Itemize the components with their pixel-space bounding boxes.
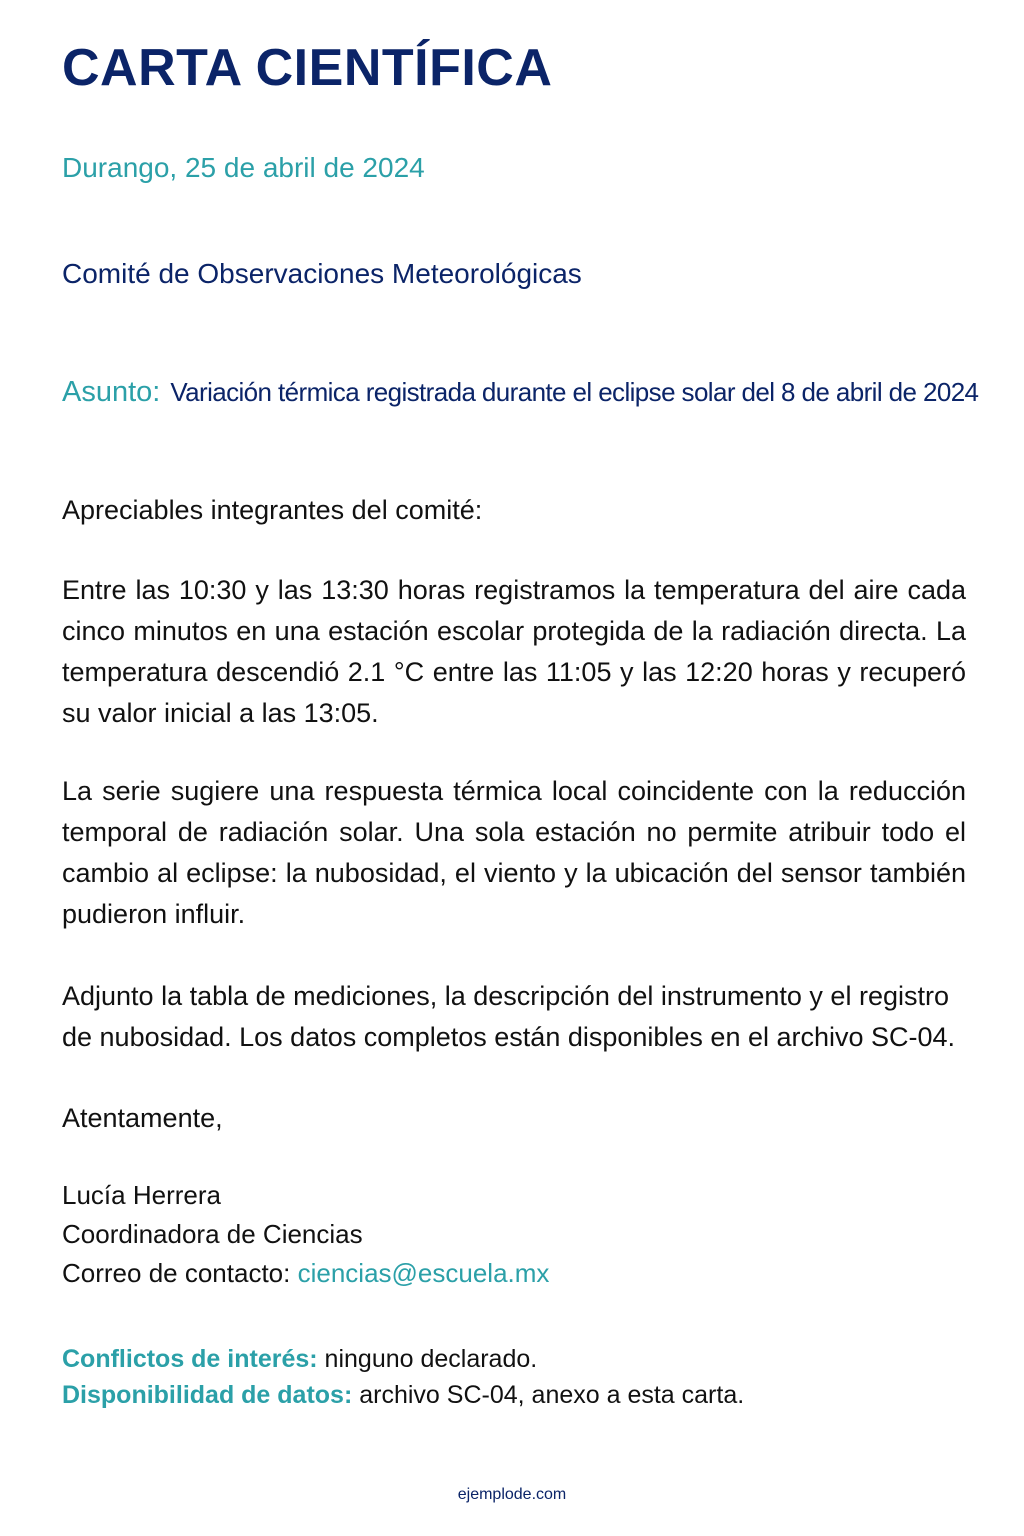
signer-name: Lucía Herrera <box>62 1180 221 1210</box>
subject-label: Asunto: <box>62 376 161 408</box>
greeting: Apreciables integrantes del comité: <box>62 495 483 525</box>
letter-title: CARTA CIENTÍFICA <box>62 39 553 97</box>
data-availability-value: archivo SC-04, anexo a esta carta. <box>359 1381 745 1409</box>
body-paragraph-1: Entre las 10:30 y las 13:30 horas registramos la temperatura del aire cada cinco minutos en una estación escolar protegida de la radiación directa. La temperatura descendió 2.1 °C entre las 11:05 y las 12:20 horas y recuperó su valor inicial a las 13:05. <box>62 575 966 728</box>
recipient: Comité de Observaciones Meteorológicas <box>62 258 582 289</box>
contact-email-link[interactable]: ciencias@escuela.mx <box>297 1258 550 1288</box>
contact-line <box>62 1254 549 1293</box>
footer-site: ejemplode.com <box>457 1486 567 1503</box>
body-paragraph-2: La serie sugiere una respuesta térmica local coincidente con la reducción temporal de radiación solar. Una sola estación no permite atribuir todo el cambio al eclipse: la nubosidad, el viento y la ubicación del sensor también pudieron influir. <box>62 776 966 929</box>
declarations <box>62 1341 744 1413</box>
signature-block <box>62 1176 549 1293</box>
body-paragraph-3: Adjunto la tabla de mediciones, la descripción del instrumento y el registro de nubosidad. Los datos completos están disponibles en el archivo SC-04. <box>62 981 956 1052</box>
signer-role: Coordinadora de Ciencias <box>62 1219 363 1249</box>
subject-text: Variación térmica registrada durante el eclipse solar del 8 de abril de 2024 <box>170 377 979 407</box>
data-availability-label: Disponibilidad de datos: <box>62 1381 353 1409</box>
letter-page <box>62 0 979 1536</box>
data-availability-line <box>62 1377 744 1413</box>
contact-label: Correo de contacto: <box>62 1258 291 1288</box>
conflicts-line <box>62 1341 744 1377</box>
subject-line <box>62 376 979 409</box>
conflicts-label: Conflictos de interés: <box>62 1345 318 1373</box>
closing: Atentamente, <box>62 1103 223 1133</box>
conflicts-value: ninguno declarado. <box>324 1345 538 1373</box>
letter-date: Durango, 25 de abril de 2024 <box>62 152 425 183</box>
